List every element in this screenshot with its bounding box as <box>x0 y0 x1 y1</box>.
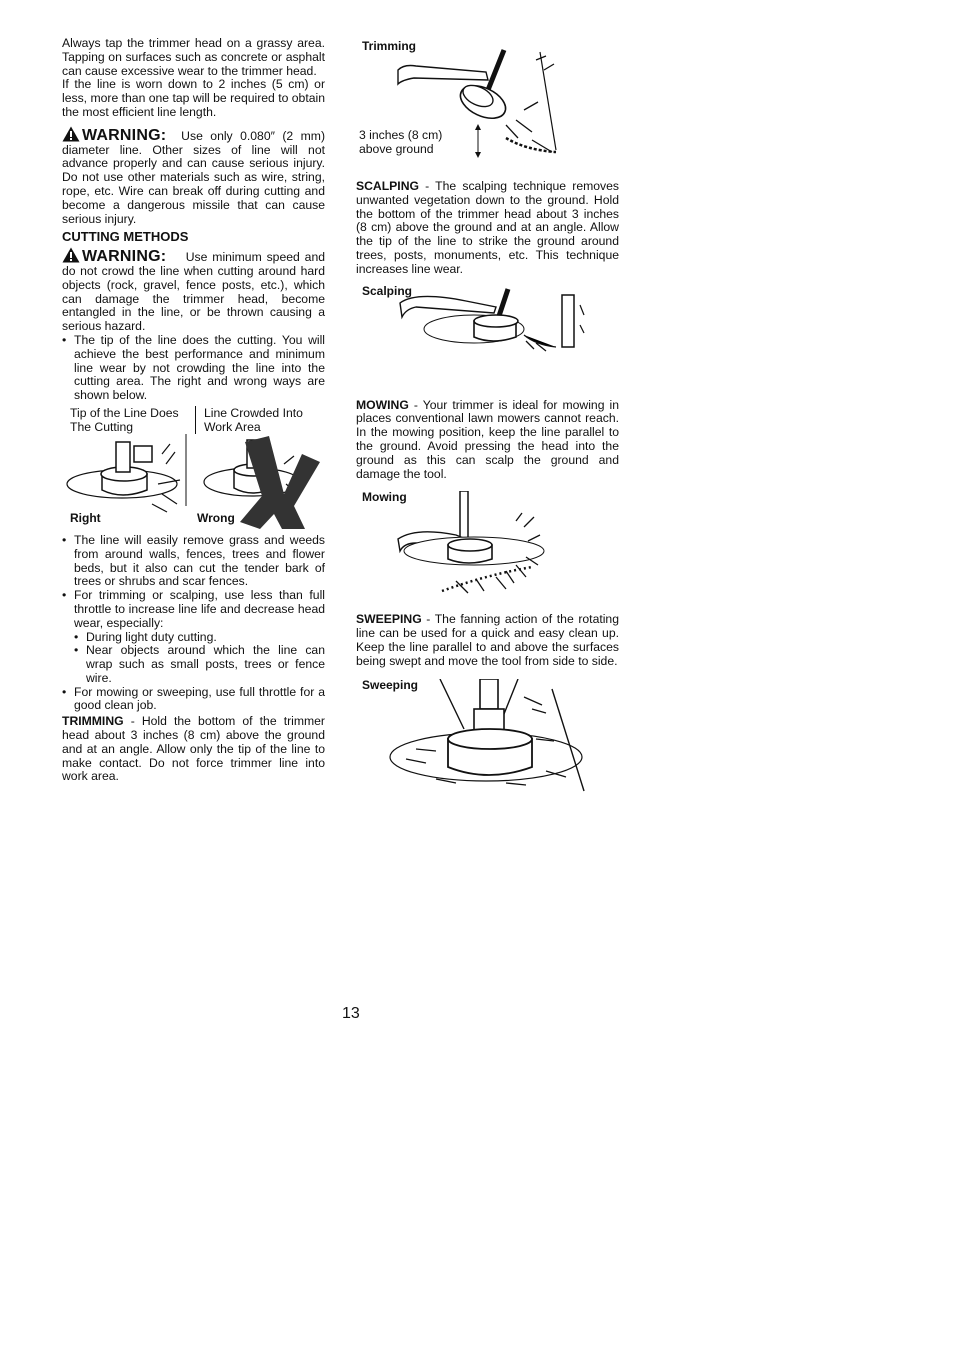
mowing-illustration <box>356 491 576 603</box>
cutting-tips-list <box>62 334 325 403</box>
term-sweeping: SWEEPING <box>356 612 422 627</box>
list-item: • The line will easily remove grass and weeds from around walls, fences, trees and flower beds, but it also can cut the tender bark of trees or shrubs and scar fences. <box>62 534 325 589</box>
list-item: • For mowing or sweeping, use full throttle for a good clean job. <box>62 686 325 714</box>
cutting-tips-list-3 <box>62 686 325 714</box>
right-wrong-captions <box>70 406 325 434</box>
warning-triangle-icon <box>62 126 80 142</box>
mowing-figure <box>356 491 619 603</box>
right-wrong-figure <box>62 434 325 530</box>
trimming-height-note: 3 inches (8 cm) above ground <box>359 128 443 156</box>
warning-text: Use minimum speed and do not crowd the line when cutting around hard objects (rock, gravel, fence posts, etc.), which can damage the trimmer head, become entangled in the line, or be thrown causing a serious hazard. <box>62 250 325 334</box>
warning-label: WARNING: <box>82 126 167 144</box>
warning-line-size <box>62 126 325 227</box>
figure-label-sweeping: Sweeping <box>362 677 419 692</box>
term-mowing: MOWING <box>356 397 409 412</box>
right-wrong-illustration <box>62 434 325 530</box>
left-column <box>62 37 325 784</box>
figure-label-trimming: Trimming <box>362 39 417 53</box>
warning-label: WARNING: <box>82 248 167 266</box>
paragraph-mowing: MOWING - Your trimmer is ideal for mowing in places conventional lawn mowers cannot reach. In the mowing position, keep the line parallel to the ground. Avoid pressing the head into the ground as this can scalp the ground and damage the tool. <box>356 397 619 481</box>
warning-triangle-icon <box>62 247 80 263</box>
trimming-figure <box>356 40 619 165</box>
term-trimming: TRIMMING <box>62 714 124 729</box>
paragraph-tap-grassy: Always tap the trimmer head on a grassy area. Tapping on surfaces such as concrete or asphalt can cause excessive wear to the trimmer head. <box>62 36 325 78</box>
section-heading-cutting-methods: CUTTING METHODS <box>62 229 189 245</box>
list-item: • The tip of the line does the cutting. You will achieve the best performance and minimum line wear by not crowding the line into the cutting area. The right and wrong ways are shown below. <box>62 334 325 403</box>
warning-minimum-speed <box>62 247 325 334</box>
cutting-tips-list-2 <box>62 534 325 631</box>
paragraph-sweeping: SWEEPING - The fanning action of the rotating line can be used for a quick and easy clean up. Keep the line parallel to and above the surfaces being swept and move the tool from side to side. <box>356 612 619 668</box>
scalping-figure <box>356 285 619 383</box>
figure-label-mowing: Mowing <box>362 490 407 505</box>
caption-right-top: Tip of the Line Does The Cutting <box>70 405 179 434</box>
label-right: Right <box>70 510 101 525</box>
right-column <box>356 40 619 797</box>
warning-text: Use only 0.080″ (2 mm) diameter line. Other sizes of line will not advance properly and can cause serious injury. Do not use other materials such as wire, string, rope, etc. Wire can break off during cutting and become a dangerous missile that can cause serious injury. <box>62 128 325 226</box>
throttle-sub-list <box>62 631 325 686</box>
figure-label-scalping: Scalping <box>362 283 413 298</box>
sub-list-item: • During light duty cutting. <box>74 631 325 645</box>
sweeping-illustration <box>356 679 596 797</box>
paragraph-line-worn: If the line is worn down to 2 inches (5 cm) or less, more than one tap will be required to obtain the most efficient line length. <box>62 77 325 119</box>
page-number: 13 <box>342 1005 360 1022</box>
label-wrong: Wrong <box>197 510 235 525</box>
paragraph-scalping: SCALPING - The scalping technique removes unwanted vegetation down to the ground. Hold the bottom of the trimmer head about 3 inches (8 cm) above the ground and at an angle. Allow the tip of the line to strike the ground around trees, posts, monuments, etc. This technique increases line wear. <box>356 179 619 276</box>
sweeping-figure <box>356 679 619 797</box>
paragraph-trimming: TRIMMING - Hold the bottom of the trimmer head about 3 inches (8 cm) above the ground and at an angle. Allow only the tip of the line to make contact. Do not force trimmer line into work area. <box>62 714 325 784</box>
caption-wrong-top: Line Crowded Into Work Area <box>195 406 325 434</box>
list-item: • For trimming or scalping, use less than full throttle to increase line life and decrease head wear, especially: <box>62 589 325 630</box>
term-scalping: SCALPING <box>356 179 419 193</box>
scalping-illustration <box>356 285 596 383</box>
sub-list-item: • Near objects around which the line can wrap such as small posts, trees or fence wire. <box>74 644 325 685</box>
